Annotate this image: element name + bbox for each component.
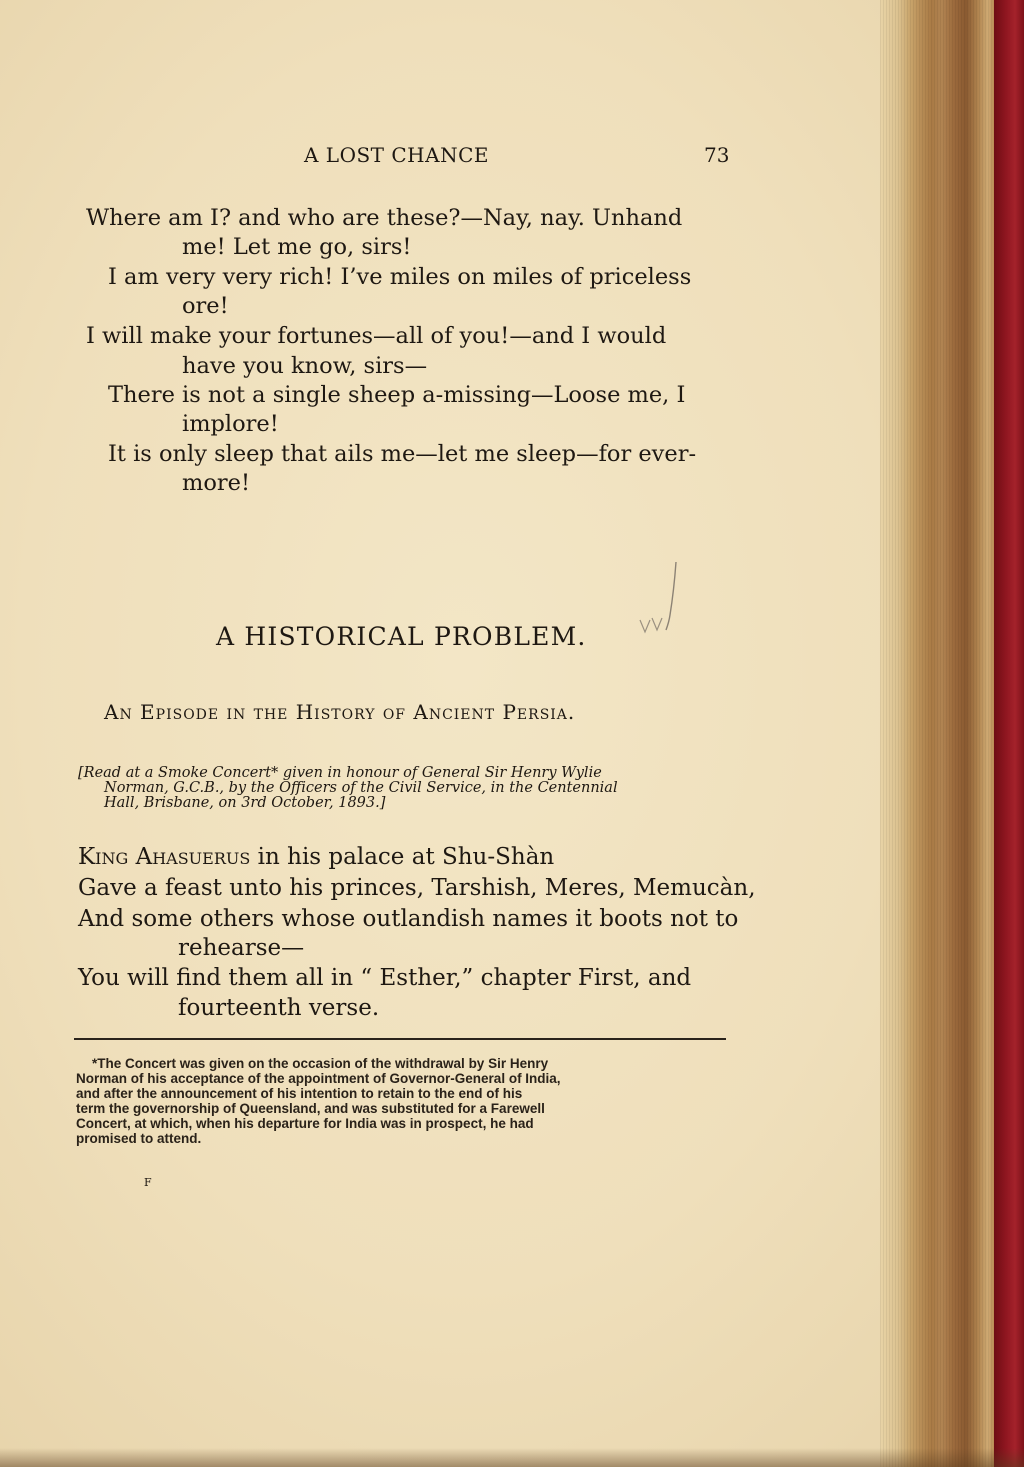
note-line: Hall, Brisbane, on 3rd October, 1893.] (104, 795, 386, 811)
poem-line: rehearse— (178, 935, 305, 961)
signature-mark: F (144, 1176, 152, 1189)
footnote-line: term the governorship of Queensland, and was substituted for a Farewell (76, 1101, 545, 1116)
footnote-line: and after the announcement of his intention to retain to the end of his (76, 1086, 523, 1101)
note-line: Norman, G.C.B., by the Officers of the Civil Service, in the Centennial (104, 780, 618, 796)
footnote-line: Concert, at which, when his departure for India was in prospect, he had (76, 1116, 534, 1131)
verse-line: have you know, sirs— (182, 353, 428, 379)
footnote-line: *The Concert was given on the occasion of the withdrawal by Sir Henry (92, 1056, 549, 1071)
section-title: A HISTORICAL PROBLEM. (216, 622, 587, 651)
verse-line: me! Let me go, sirs! (182, 234, 412, 260)
poem-line-rest: in his palace at Shu-Shàn (250, 844, 555, 870)
king-name: King Ahasuerus (78, 844, 251, 870)
verse-line: Where am I? and who are these?—Nay, nay. Unhand (86, 205, 683, 231)
verse-line: I will make your fortunes—all of you!—and I would (86, 323, 667, 349)
poem-line: fourteenth verse. (178, 995, 380, 1021)
pencil-mark-icon (636, 560, 696, 640)
footnote-divider (74, 1038, 726, 1040)
section-subtitle: An Episode in the History of Ancient Persia. (104, 700, 576, 724)
footnote-line: Norman of his acceptance of the appointment of Governor-General of India, (76, 1071, 561, 1086)
poem-line: And some others whose outlandish names it boots not to (78, 906, 739, 932)
note-line: [Read at a Smoke Concert* given in honour of General Sir Henry Wylie (78, 765, 602, 781)
poem-line (78, 842, 554, 872)
bottom-shadow (0, 1448, 1024, 1467)
footnote-line: promised to attend. (76, 1131, 202, 1146)
page-number: 73 (704, 143, 730, 167)
book-cover-edge (994, 0, 1024, 1467)
verse-line: more! (182, 470, 250, 496)
verse-line: I am very very rich! I’ve miles on miles of priceless (108, 264, 692, 290)
poem-line: Gave a feast unto his princes, Tarshish, Meres, Memucàn, (78, 875, 756, 901)
verse-line: There is not a single sheep a-missing—Loose me, I (108, 382, 686, 408)
verse-line: implore! (182, 411, 279, 437)
verse-line: ore! (182, 293, 229, 319)
running-header-title: A LOST CHANCE (304, 143, 489, 167)
verse-line: It is only sleep that ails me—let me sleep—for ever- (108, 441, 697, 467)
poem-line: You will find them all in “ Esther,” chapter First, and (78, 965, 692, 991)
